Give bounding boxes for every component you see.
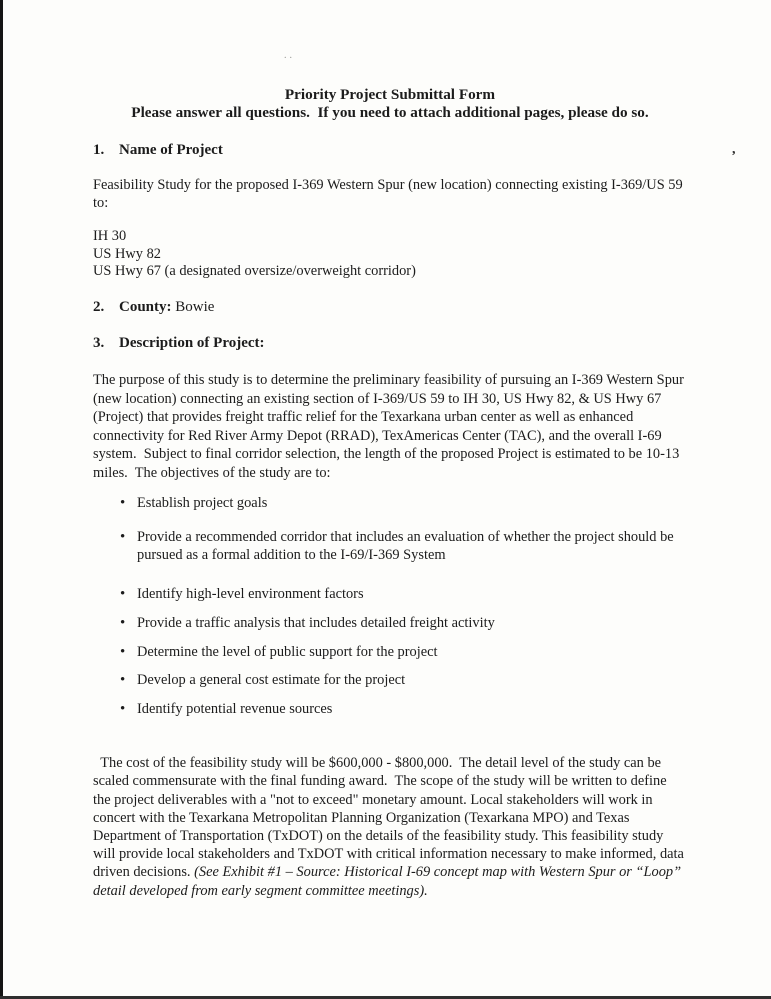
- scan-artifact-mark: ,: [732, 142, 736, 157]
- section-1-heading-label: Name of Project: [119, 142, 223, 158]
- route-list: [93, 228, 687, 281]
- scan-border-left: [0, 0, 3, 999]
- objective-item: • Determine the level of public support for the project: [93, 643, 687, 661]
- section-2-number: 2.: [93, 299, 105, 315]
- county-value: Bowie: [175, 299, 215, 315]
- objective-item: • Establish project goals: [93, 494, 687, 512]
- cost-source-note: (See Exhibit #1 – Source: Historical I-69 concept map with Western Spur or “Loop” detail developed from early segment committee meetings).: [93, 864, 685, 899]
- objective-item: • Identify high-level environment factors: [93, 585, 687, 603]
- section-1-number: 1.: [93, 142, 105, 158]
- section-1-heading: [93, 141, 687, 159]
- cost-text: The cost of the feasibility study will be $600,000 - $800,000. The detail level of the study can be scaled commensurate with the final funding award. The scope of the study will be written to define the project deliverables with a "not to exceed" monetary amount. Local stakeholders will work in concert with the Texarkana Metropolitan Planning Organization (Texarkana MPO) and Texas Department of Transportation (TxDOT) on the details of the feasibility study. This feasibility study will provide local stakeholders and TxDOT with critical information necessary to make informed, data driven decisions.: [93, 755, 688, 881]
- project-name-intro-paragraph: Feasibility Study for the proposed I-369 Western Spur (new location) connecting existing I-369/US 59 to:: [93, 177, 687, 211]
- objective-item: • Provide a traffic analysis that includes detailed freight activity: [93, 614, 687, 632]
- section-3-heading-label: Description of Project:: [119, 335, 265, 351]
- section-3-number: 3.: [93, 335, 105, 351]
- cost-paragraph: [93, 736, 687, 900]
- document-subtitle: Please answer all questions. If you need to attach additional pages, please do so.: [131, 104, 649, 121]
- objective-item: • Develop a general cost estimate for the project: [93, 671, 687, 689]
- section-2-heading: [93, 298, 687, 316]
- route-item: US Hwy 82: [93, 245, 161, 262]
- county-label: County:: [119, 299, 172, 315]
- section-3-heading: [93, 334, 687, 352]
- objective-item: • Identify potential revenue sources: [93, 700, 687, 718]
- project-description-paragraph: The purpose of this study is to determine the preliminary feasibility of pursuing an I-369 Western Spur (new location) connecting an existing section of I-369/US 59 to IH 30, US Hwy 82, & US Hwy 67 (Project) that provides freight traffic relief for the Texarkana urban center as well as enhanced connectivity for Red River Army Depot (RRAD), TexAmericas Center (TAC), and the overall I-69 system. Subject to final corridor selection, the length of the proposed Project is estimated to be 10-13 miles. The objectives of the study are to:: [93, 372, 688, 481]
- objective-item: • Provide a recommended corridor that includes an evaluation of whether the project should be pursued as a formal addition to the I-69/I-369 System: [93, 528, 687, 564]
- scan-artifact-dots: ..: [284, 50, 295, 61]
- route-item: IH 30: [93, 228, 127, 244]
- document-title: Priority Project Submittal Form: [284, 86, 496, 103]
- route-item: US Hwy 67 (a designated oversize/overweight corridor): [93, 263, 416, 280]
- objectives-list: [93, 494, 687, 729]
